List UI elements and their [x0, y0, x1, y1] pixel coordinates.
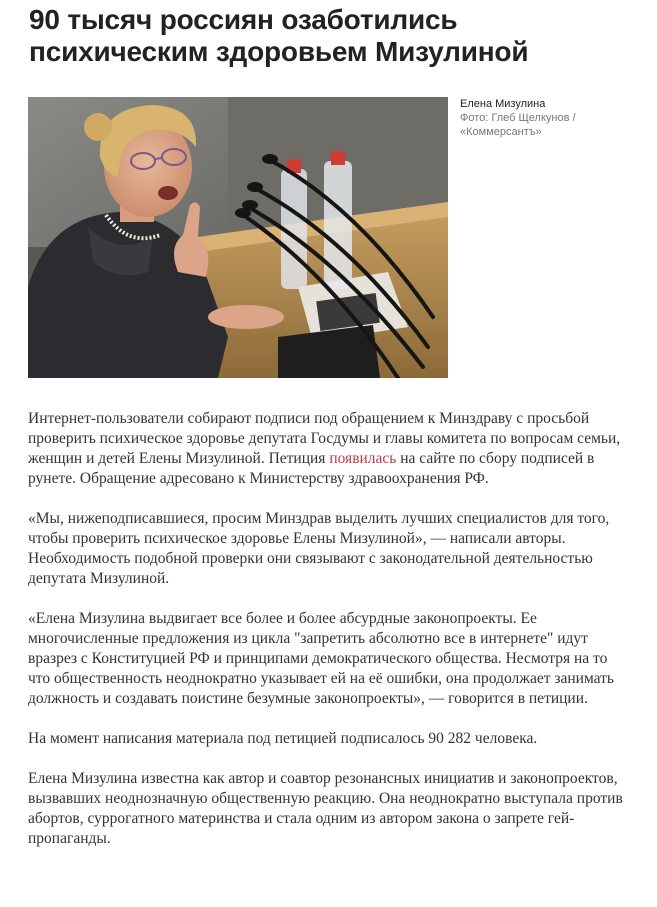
caption-credit: Фото: Глеб Щелкунов / «Коммерсантъ»: [460, 112, 576, 138]
article-paragraph-3: «Елена Мизулина выдвигает все более и более абсурдные законопроекты. Ее многочисленные предложения из цикла "запретить абсолютно все в интернете" идут вразрез с Конституцией РФ и принципами демократического общества. Несмотря на то что общественность неоднократно указывает ей на её ошибки, она продолжает занимать должность и создавать поистине безумные законопроекты», — говорится в петиции.: [28, 610, 614, 707]
petition-link[interactable]: появилась: [329, 450, 397, 467]
article-body: [28, 409, 633, 869]
speaker-at-podium-image: [28, 97, 448, 378]
paragraph-1-text-after: на сайте по сбору подписей в рунете. Обращение адресовано к Министерству здравоохранения РФ.: [28, 450, 595, 487]
caption-name: Елена Мизулина: [460, 98, 546, 110]
article-paragraph-2: «Мы, нижеподписавшиеся, просим Минздрав выделить лучших специалистов для того, чтобы проверить психическое здоровье Елены Мизулиной», — написали авторы. Необходимость подобной проверки они связывают с законодательной деятельностью депутата Мизулиной.: [28, 510, 610, 587]
article-photo: [28, 97, 448, 378]
article-headline: 90 тысяч россиян озаботились психическим здоровьем Мизулиной: [29, 4, 529, 67]
article-paragraph-1: [28, 409, 633, 489]
article-paragraph-4: На момент написания материала под петицией подписалось 90 282 человека.: [28, 730, 538, 747]
photo-caption: [460, 97, 640, 139]
article-paragraph-5: Елена Мизулина известна как автор и соавтор резонансных инициатив и законопроектов, вызвавших неоднозначную общественную реакцию. Она неоднократно выступала против абортов, суррогатного материнства и стала одним из автором закона о запрете гей-пропаганды.: [28, 770, 623, 847]
paragraph-1-text-before: Интернет-пользователи собирают подписи под обращением к Минздраву с просьбой проверить психическое здоровье депутата Госдумы и главы комитета по вопросам семьи, женщин и детей Елены Мизулиной. Петиция: [28, 410, 621, 467]
